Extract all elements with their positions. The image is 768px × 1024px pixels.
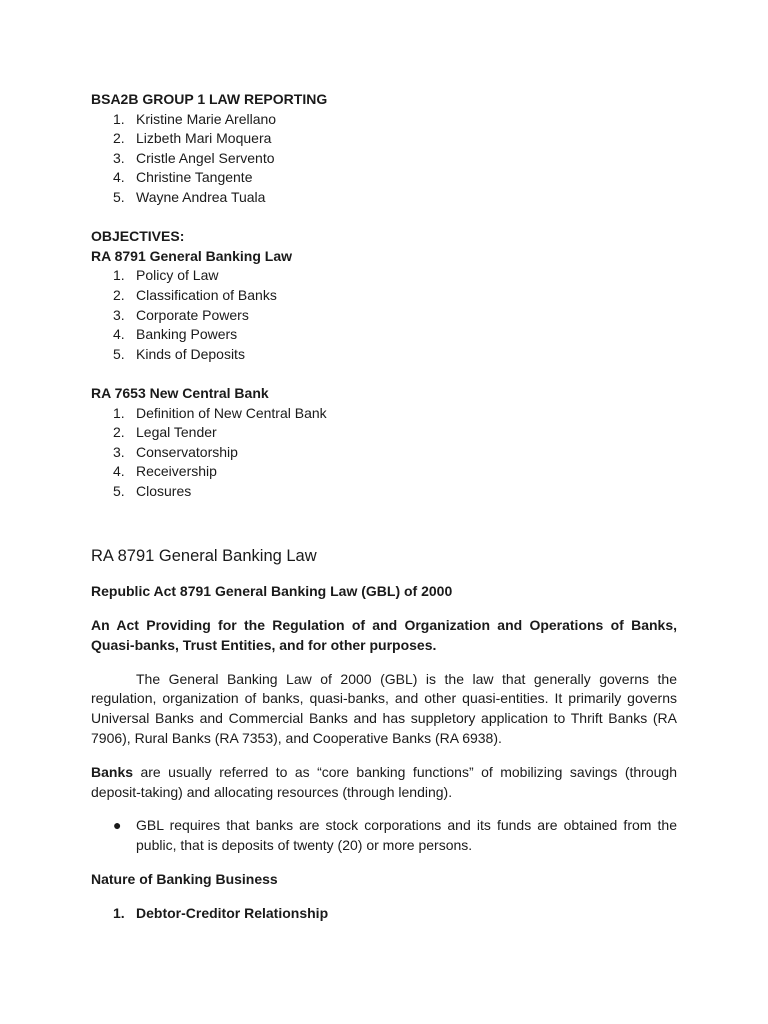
list-item: 4. Christine Tangente bbox=[113, 169, 253, 186]
group-title: BSA2B GROUP 1 LAW REPORTING bbox=[91, 91, 328, 107]
ra8791-objectives-list bbox=[91, 266, 677, 364]
list-item: 2. Legal Tender bbox=[113, 424, 217, 441]
intro-paragraph: The General Banking Law of 2000 (GBL) is the law that generally governs the regulation, organization of banks, quasi-banks, and other quasi-entities. It primarily governs Universal Banks and Commercial Banks and has suppletory application to Thrift Banks (RA 7906), Rural Banks (RA 7353), and Cooperative Banks (RA 6938). bbox=[91, 670, 677, 747]
banks-paragraph bbox=[91, 763, 677, 803]
nature-list bbox=[91, 904, 677, 924]
list-item: 1. Policy of Law bbox=[113, 267, 219, 284]
ra8791-objectives-title: RA 8791 General Banking Law bbox=[91, 247, 292, 264]
gbl-bullets bbox=[91, 816, 677, 856]
list-item: 3. Corporate Powers bbox=[113, 306, 249, 323]
list-item: 5. Kinds of Deposits bbox=[113, 345, 245, 362]
ra7653-objectives-list bbox=[91, 404, 677, 502]
list-item: 5. Wayne Andrea Tuala bbox=[113, 188, 266, 205]
act-title: An Act Providing for the Regulation of and Organization and Operations of Banks, Quasi-banks, Trust Entities, and for other purposes. bbox=[91, 617, 677, 653]
section-heading: RA 8791 General Banking Law bbox=[91, 547, 317, 566]
section-subheading: Republic Act 8791 General Banking Law (GBL) of 2000 bbox=[91, 583, 453, 600]
banks-term: Banks bbox=[91, 763, 134, 780]
ra7653-objectives-title: RA 7653 New Central Bank bbox=[91, 384, 269, 401]
list-item: 2. Classification of Banks bbox=[113, 286, 277, 303]
list-item: ● GBL requires that banks are stock corporations and its funds are obtained from the public, that is deposits of twenty (20) or more persons. bbox=[113, 817, 677, 854]
members-list bbox=[91, 110, 677, 208]
list-item: 1. Definition of New Central Bank bbox=[113, 404, 327, 421]
list-item: 3. Conservatorship bbox=[113, 443, 238, 460]
objectives-label: OBJECTIVES: bbox=[91, 228, 185, 245]
banks-definition: are usually referred to as “core banking functions” of mobilizing savings (through deposit-taking) and allocating resources (through lending). bbox=[91, 763, 677, 800]
list-item: 4. Receivership bbox=[113, 463, 217, 480]
list-item: 5. Closures bbox=[113, 482, 192, 499]
list-item: 4. Banking Powers bbox=[113, 326, 238, 343]
list-item: 1. Kristine Marie Arellano bbox=[113, 110, 277, 127]
bullet-icon: ● bbox=[113, 817, 122, 834]
list-item: 2. Lizbeth Mari Moquera bbox=[113, 130, 272, 147]
list-item: 1. Debtor-Creditor Relationship bbox=[113, 904, 329, 921]
nature-heading: Nature of Banking Business bbox=[91, 871, 278, 888]
list-item: 3. Cristle Angel Servento bbox=[113, 149, 275, 166]
